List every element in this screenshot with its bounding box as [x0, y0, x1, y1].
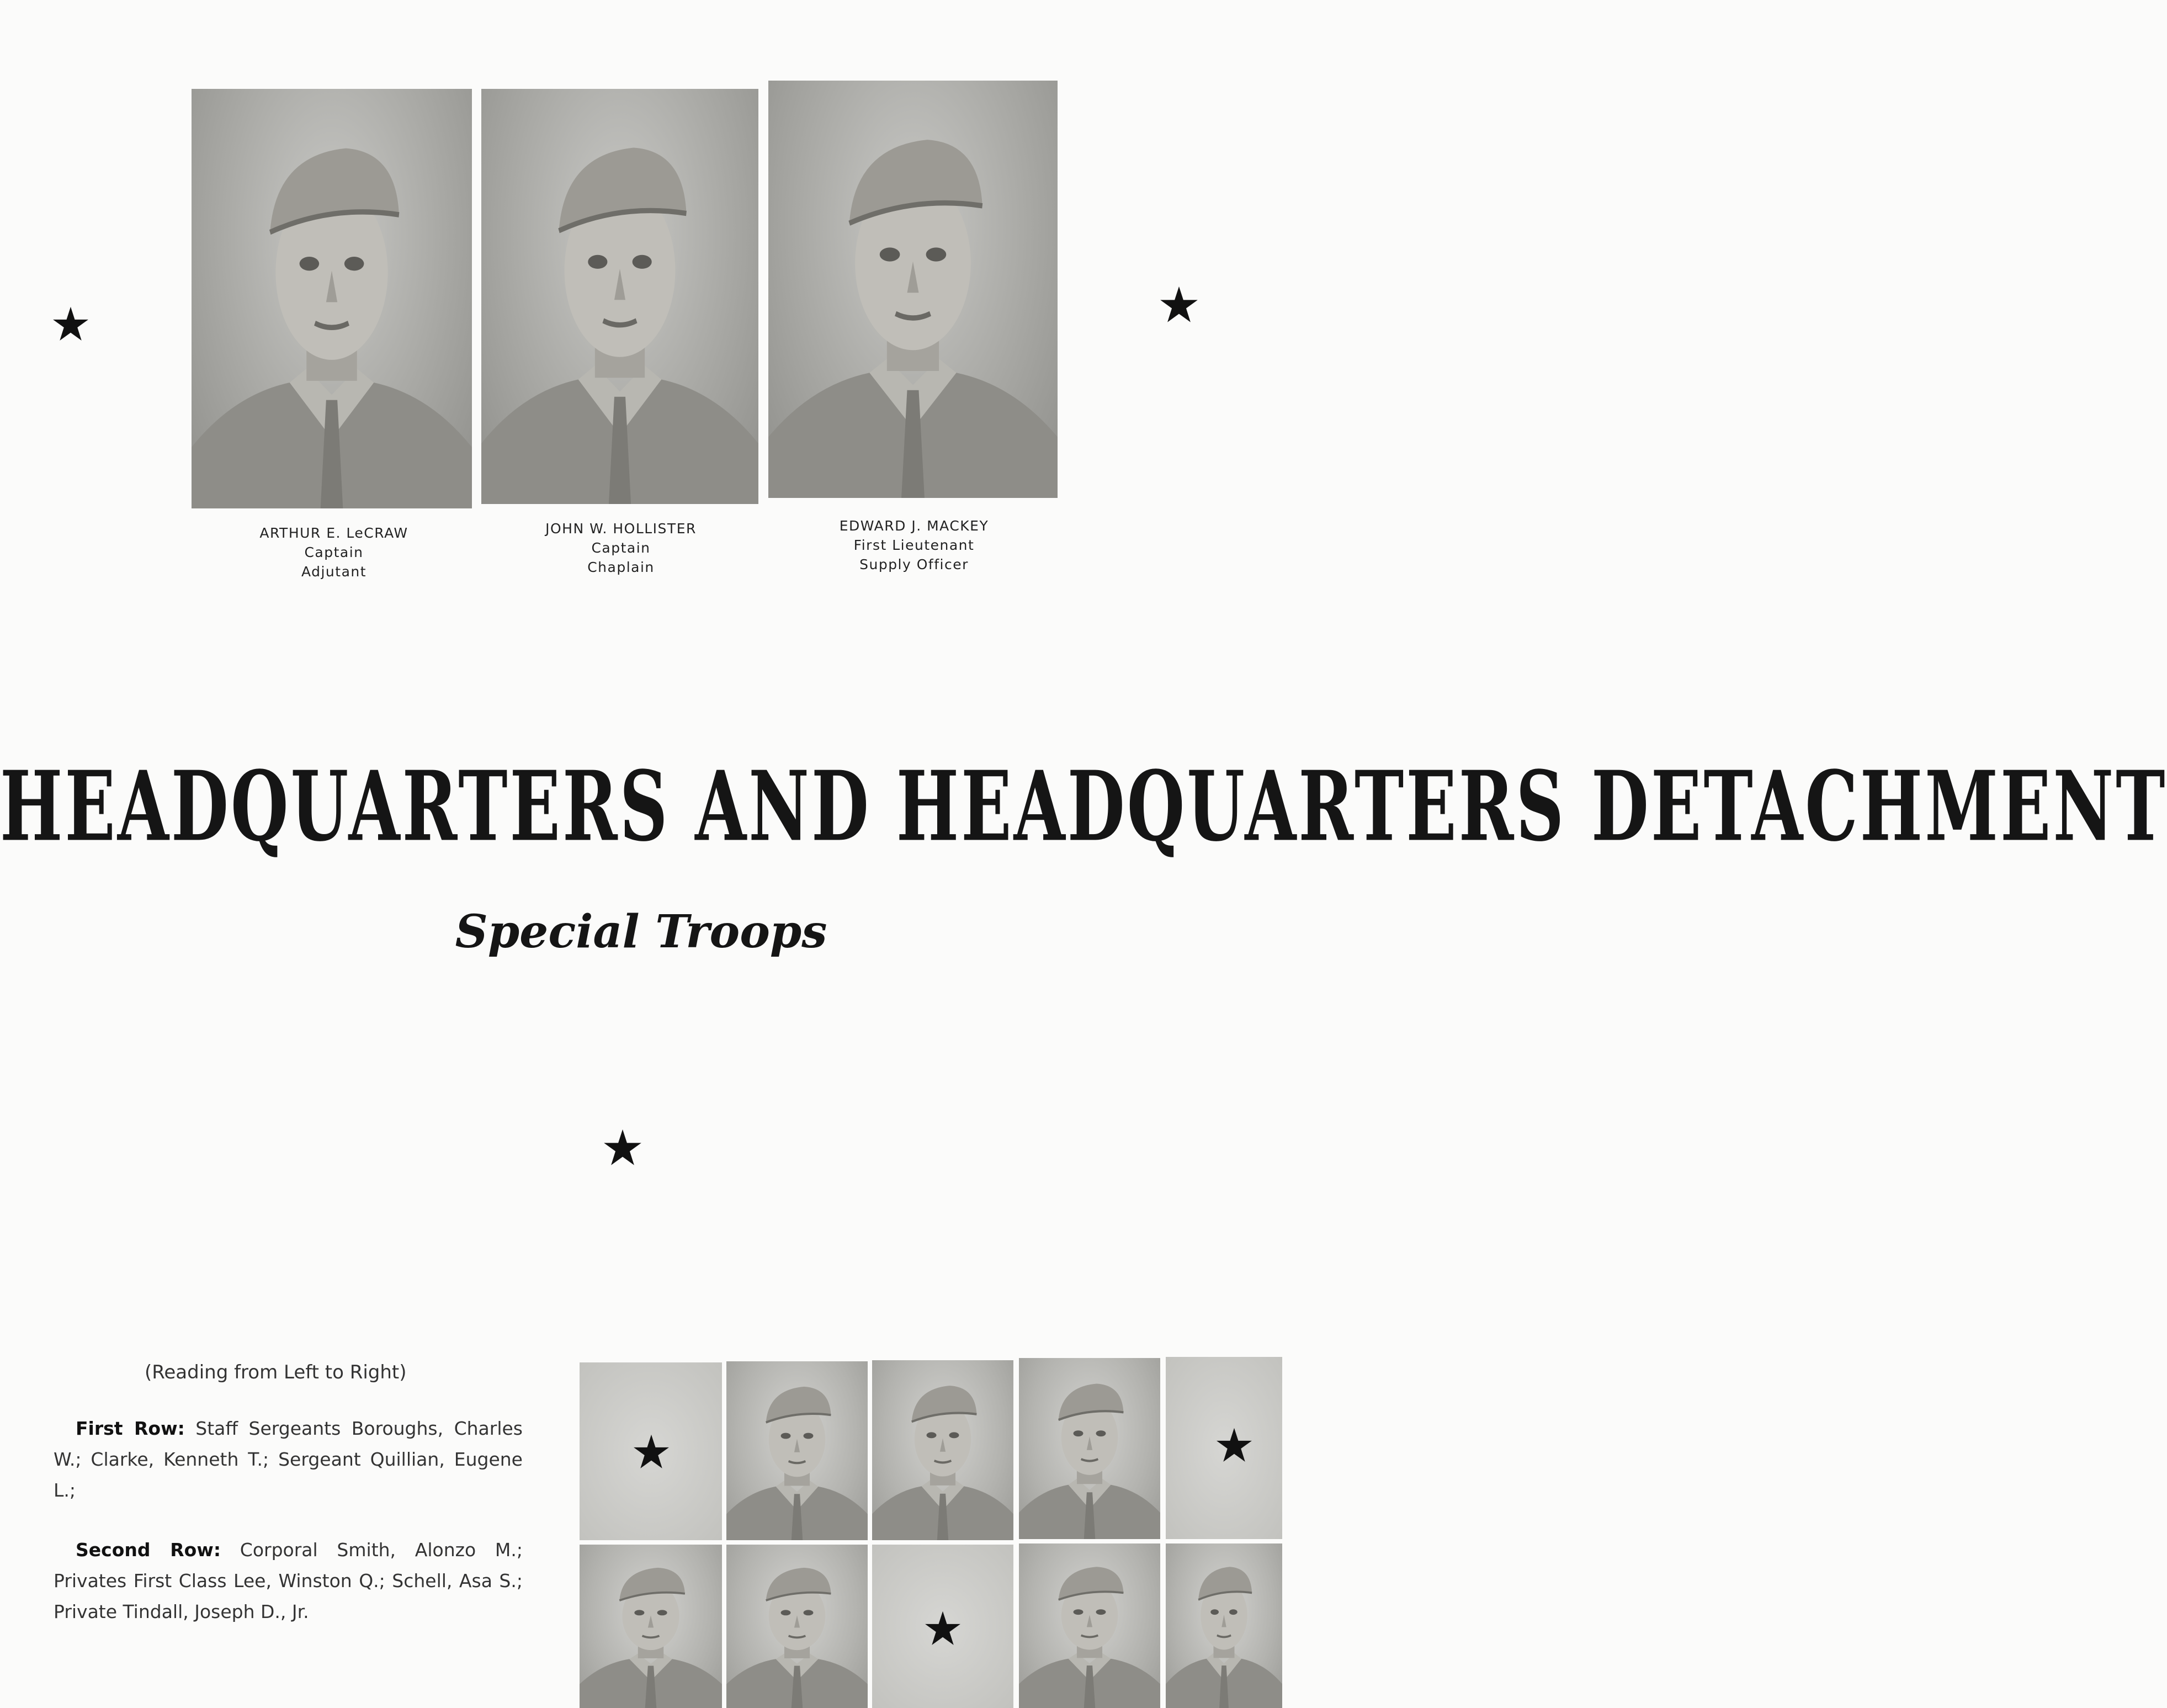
second-row-names: Corporal Smith, Alonzo M.; Privates First Class Lee, Winston Q.; Schell, Asa S.; Private Tindall, Joseph D., Jr. [54, 1539, 523, 1622]
officer-rank: Captain [304, 544, 364, 560]
star-icon [1158, 285, 1200, 325]
officer-rank: Captain [591, 540, 651, 556]
portrait-hollister [481, 89, 758, 504]
group-photo-cell [1166, 1543, 1282, 1708]
soldier-portrait [481, 89, 758, 504]
soldier-portrait [726, 1361, 868, 1540]
soldier-portrait [1166, 1543, 1282, 1708]
page-title: HEADQUARTERS AND HEADQUARTERS DETACHMENT [0, 750, 2167, 863]
officer-role: Chaplain [587, 559, 655, 575]
officer-caption-hollister [508, 519, 734, 577]
page-subtitle: Special Troops [455, 905, 827, 958]
group-photo-cell [872, 1360, 1013, 1540]
officer-role: Supply Officer [859, 556, 969, 572]
officer-caption-lecraw [221, 523, 447, 581]
portrait-mackey [768, 81, 1058, 498]
first-row-roster [54, 1413, 523, 1506]
portrait-lecraw [192, 89, 472, 508]
star-icon [1214, 1426, 1254, 1464]
star-icon [602, 1128, 644, 1168]
first-row-label: First Row: [76, 1418, 185, 1439]
officer-caption-mackey [798, 516, 1030, 574]
star-icon [51, 305, 91, 343]
first-row-names: Staff Sergeants Boroughs, Charles W.; Clarke, Kenneth T.; Sergeant Quillian, Eugene L.; [54, 1418, 523, 1501]
officer-name: JOHN W. HOLLISTER [545, 521, 697, 537]
group-photo-cell [726, 1545, 868, 1708]
group-photo-cell [1019, 1358, 1160, 1539]
officer-role: Adjutant [301, 564, 367, 580]
soldier-portrait [768, 81, 1058, 498]
group-photo-cell [580, 1362, 722, 1540]
group-photo-cell [580, 1545, 722, 1708]
reading-note: (Reading from Left to Right) [145, 1361, 407, 1383]
star-icon [631, 1433, 671, 1471]
group-photo-cell [872, 1545, 1013, 1708]
star-icon [923, 1610, 963, 1647]
second-row-label: Second Row: [76, 1539, 221, 1561]
group-photo-cell [1019, 1543, 1160, 1708]
soldier-portrait [1019, 1543, 1160, 1708]
group-photo-cell [1166, 1357, 1282, 1539]
officer-name: ARTHUR E. LeCRAW [259, 525, 408, 541]
group-photo-cell [726, 1361, 868, 1540]
soldier-portrait [1019, 1358, 1160, 1539]
second-row-roster [54, 1535, 523, 1627]
officer-name: EDWARD J. MACKEY [839, 518, 989, 534]
soldier-portrait [580, 1545, 722, 1708]
soldier-portrait [872, 1360, 1013, 1540]
soldier-portrait [726, 1545, 868, 1708]
soldier-portrait [192, 89, 472, 508]
officer-rank: First Lieutenant [853, 537, 975, 553]
